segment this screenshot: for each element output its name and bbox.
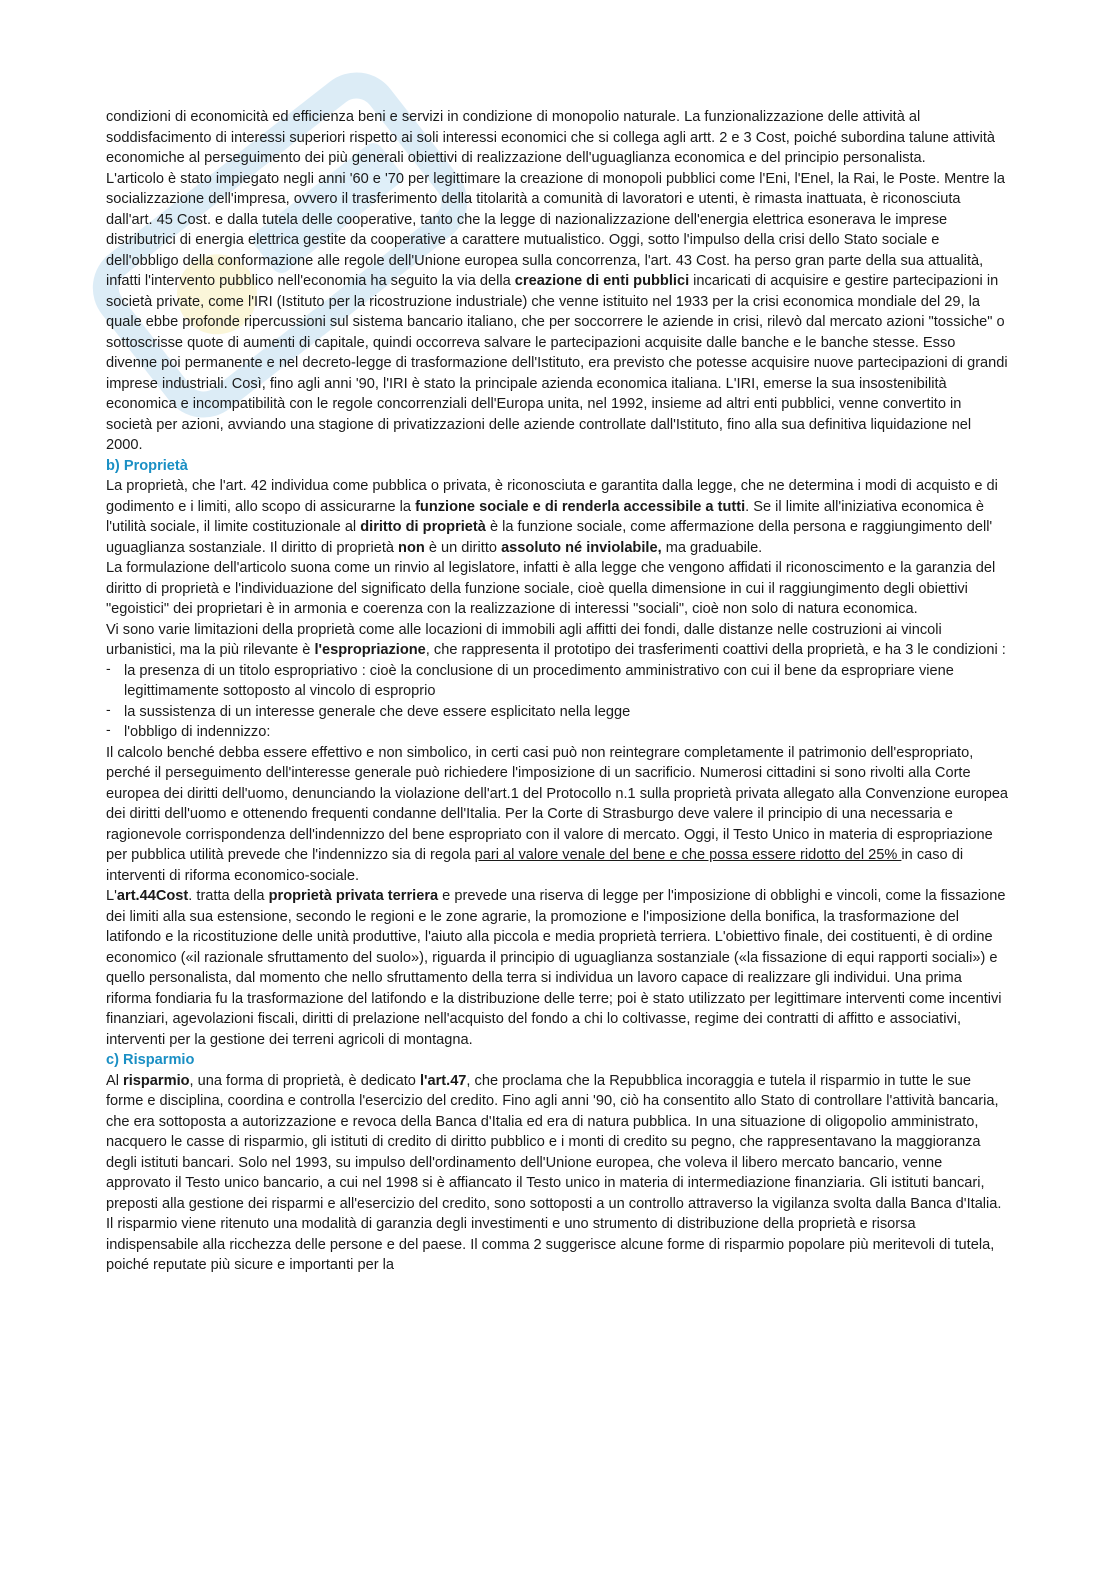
list-item: - la sussistenza di un interesse generale che deve essere esplicitato nella legge [106, 702, 1010, 723]
proprieta-paragraph-2: La formulazione dell'articolo suona come un rinvio al legislatore, infatti è alla legge che vengono affidati il riconoscimento e la garanzia del diritto di proprietà e l'individuazione del significato della funzione sociale, cioè quella dimensione in cui il raggiungimento degli obiettivi "egoistici" dei proprietari è in armonia e coerenza con la realizzazione di interessi "sociali", cioè non solo di natura economica. [106, 560, 996, 617]
risparmio-paragraph-1: Al risparmio, una forma di proprietà, è dedicato l'art.47, che proclama che la Repubblica incoraggia e tutela il risparmio in tutte le sue forme e disciplina, coordina e controlla l'esercizio del credito. Fino agli anni '90, ciò ha consentito allo Stato di controllare l'attività bancaria, che era sottoposta a autorizzazione e revoca della Banca d'Italia ed era di natura pubblica. In una situazione di oligopolio amministrato, nacquero le casse di risparmio, gli istituti di credito di diritto pubblico e i monti di credito su pegno, che rappresentavano la maggioranza degli istituti bancari. Solo nel 1993, su impulso dell'ordinamento dell'Unione europea, che voleva il libero mercato bancario, venne approvato il Testo unico bancario, a cui nel 1998 si è affiancato il Testo unico in materia di intermediazione finanziaria. Gli istituti bancari, preposti alla gestione dei risparmi e all'esercizio del credito, sono sottoposti a un controllo attraverso la vigilanza svolta dalla Banca d'Italia. Il risparmio viene ritenuto una modalità di garanzia degli investimenti e uno strumento di distribuzione della proprietà e risorsa indispensabile alla ricchezza delle persone e del paese. Il comma 2 suggerisce alcune forme di risparmio popolare più meritevoli di tutela, poiché reputate più sicure e importanti per la [106, 1072, 1002, 1273]
document-page [106, 107, 1010, 1276]
section-heading-risparmio: c) Risparmio [106, 1052, 195, 1068]
list-item: - la presenza di un titolo espropriativo : cioè la conclusione di un procedimento amministrativo con cui il bene da espropriare viene legittimamente sottoposto al vincolo di esproprio [106, 661, 1010, 702]
art43-paragraph: L'articolo è stato impiegato negli anni '60 e '70 per legittimare la creazione di monopoli pubblici come l'Eni, l'Enel, la Rai, le Poste. Mentre la socializzazione dell'impresa, ovvero il trasferimento della titolarità a comunità di lavoratori e utenti, è rimasta inattuata, è riconosciuta dall'art. 45 Cost. e dalla tutela delle cooperative, tanto che la legge di nazionalizzazione dell'energia elettrica esonerava le imprese distributrici di energia elettrica gestite da cooperative a carattere mutualistico. Oggi, sotto l'impulso della crisi dello Stato sociale e dell'obbligo della conformazione alle regole dell'Unione europea sulla concorrenza, l'art. 43 Cost. ha perso gran parte della sua attualità, infatti l'intervento pubblico nell'economia ha seguito la via della creazione di enti pubblici incaricati di acquisire e gestire partecipazioni in società private, come l'IRI (Istituto per la ricostruzione industriale) che venne istituito nel 1933 per la crisi economica mondiale del 29, la quale ebbe profonde ripercussioni sul sistema bancario italiano, che per soccorrere le aziende in crisi, rilevò dal mercato azioni "tossiche" o sottoscrisse quote di aumenti di capitale, quindi occorreva salvare le partecipazioni acquisite dalle banche e le banche stesse. Esso divenne poi permanente e nel decreto-legge di trasformazione dell'Istituto, era previsto che potesse acquisire nuove partecipazioni di grandi imprese industriali. Così, fino agli anni '90, l'IRI è stato la principale azienda economica italiana. L'IRI, emerse la sua insostenibilità economica e incompatibilità con le regole concorrenziali dell'Europa unita, nel 1992, insieme ad altri enti pubblici, venne convertito in società per azioni, avviando una stagione di privatizzazioni delle aziende controllate dall'Istituto, fino alla sua definitiva liquidazione nel 2000. [106, 170, 1008, 453]
section-heading-proprieta: b) Proprietà [106, 457, 188, 474]
proprieta-paragraph-4: Il calcolo benché debba essere effettivo e non simbolico, in certi casi può non reintegrare completamente il patrimonio dell'espropriato, perché il perseguimento dell'interesse generale può richiedere l'imposizione di un sacrificio. Numerosi cittadini si sono rivolti alla Corte europea dei diritti dell'uomo, denunciando la violazione dell'art.1 del Protocollo n.1 sulla proprietà privata allegato alla Convenzione europea dei diritti dell'uomo e ottenendo frequenti condanne dell'Italia. Per la Corte di Strasburgo deve valere il principio di una necessaria e ragionevole corrispondenza dell'indennizzo del bene espropriato con il valore di mercato. Oggi, il Testo Unico in materia di espropriazione per pubblica utilità prevede che l'indennizzo sia di regola pari al valore venale del bene e che possa essere ridotto del 25% in caso di interventi di riforma economico-sociale. [106, 744, 1009, 884]
expropriation-conditions-list [106, 661, 1010, 743]
proprieta-paragraph-3: Vi sono varie limitazioni della proprietà come alle locazioni di immobili agli affitti dei fondi, dalle distanze nelle costruzioni ai vincoli urbanistici, ma la più rilevante è l'espropriazione, che rappresenta il prototipo dei trasferimenti coattivi della proprietà, e ha 3 le condizioni : [106, 621, 1006, 658]
proprieta-paragraph-1: La proprietà, che l'art. 42 individua come pubblica o privata, è riconosciuta e garantita dalla legge, che ne determina i modi di acquisto e di godimento e i limiti, allo scopo di assicurarne la funzione sociale e di renderla accessibile a tutti. Se il limite all'iniziativa economica è l'utilità sociale, il limite costituzionale al diritto di proprietà è la funzione sociale, come affermazione della persona e raggiungimento dell' uguaglianza sostanziale. Il diritto di proprietà non è un diritto assoluto né inviolabile, ma graduabile. [106, 478, 998, 556]
intro-paragraph: condizioni di economicità ed efficienza beni e servizi in condizione di monopolio naturale. La funzionalizzazione delle attività al soddisfacimento di interessi superiori rispetto ai soli interessi economici che si collega agli artt. 2 e 3 Cost, poiché subordina talune attività economiche al perseguimento dei più generali obiettivi di realizzazione dell'uguaglianza economica e del principio personalista. [106, 109, 996, 166]
proprieta-paragraph-5: L'art.44Cost. tratta della proprietà privata terriera e prevede una riserva di legge per l'imposizione di obblighi e vincoli, come la fissazione dei limiti alla sua estensione, secondo le regioni e le zone agrarie, la promozione e l'imposizione della bonifica, la trasformazione del latifondo e la ricostituzione delle unità produttive, l'aiuto alla piccola e media proprietà terriera. L'obiettivo finale, dei costituenti, è di ordine economico («il razionale sfruttamento del suolo»), riguarda il principio di uguaglianza sostanziale («la fissazione di equi rapporti sociali») e quello personalista, dal momento che nello sfruttamento della terra si individua un lavoro capace di realizzare gli individui. Una prima riforma fondiaria fu la trasformazione del latifondo e la distribuzione delle terre; poi è stato utilizzato per legittimare interventi come incentivi finanziari, agevolazioni fiscali, diritti di prelazione nell'acquisto del fondo a chi lo coltivasse, regime dei contratti di affitto e associativi, interventi per la gestione dei terreni agricoli di montagna. [106, 888, 1006, 1048]
list-item: - l'obbligo di indennizzo: [106, 722, 1010, 743]
